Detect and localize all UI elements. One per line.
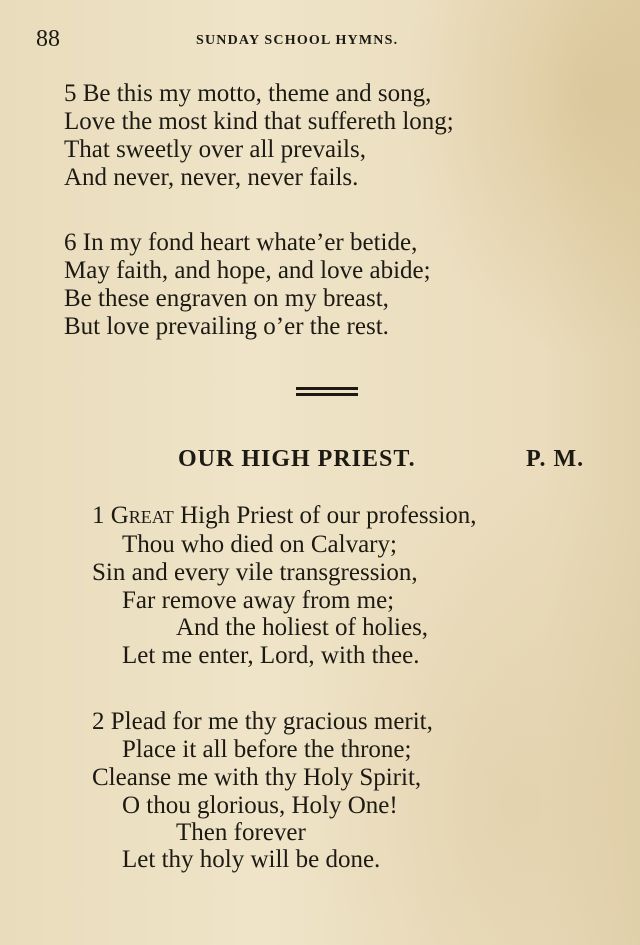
verse-line: But love prevailing o’er the rest. (64, 313, 389, 340)
verse-line: Thou who died on Calvary; (122, 531, 397, 558)
hymn-meter: P. M. (526, 446, 585, 472)
first-word: Great (110, 502, 174, 529)
verse-line (64, 80, 431, 108)
verse-text: High Priest of our profession, (180, 502, 477, 529)
verse-text: In my fond heart whate’er betide, (82, 229, 418, 256)
hymn-divider (296, 387, 358, 399)
verse-line: Let thy holy will be done. (122, 846, 381, 873)
verse-line (64, 229, 417, 257)
verse-line: May faith, and hope, and love abide; (64, 257, 431, 284)
stanza-number: 2 (92, 708, 105, 735)
verse-line: And never, never, never fails. (64, 164, 359, 191)
verse-line: Love the most kind that suffereth long; (64, 108, 454, 135)
verse-line: Sin and every vile transgression, (92, 559, 418, 586)
verse-line: Far remove away from me; (122, 587, 395, 614)
verse-line: That sweetly over all prevails, (64, 136, 366, 163)
verse-line: Let me enter, Lord, with thee. (122, 642, 420, 669)
running-head: SUNDAY SCHOOL HYMNS. (196, 33, 399, 48)
verse-line: Place it all before the throne; (122, 736, 412, 763)
verse-line: Be these engraven on my breast, (64, 285, 389, 312)
stanza-number: 1 (92, 502, 105, 529)
verse-line: O thou glorious, Holy One! (122, 792, 398, 819)
verse-line (92, 502, 477, 530)
stanza-number: 6 (64, 229, 77, 256)
verse-line: Cleanse me with thy Holy Spirit, (92, 764, 422, 791)
verse-line (92, 708, 433, 736)
hymn-title: OUR HIGH PRIEST. (178, 446, 416, 472)
verse-text: Be this my motto, theme and song, (82, 80, 432, 107)
page-number: 88 (36, 26, 60, 52)
verse-line: Then forever (176, 819, 306, 846)
stanza-number: 5 (64, 80, 77, 107)
verse-text: Plead for me thy gracious merit, (110, 708, 433, 735)
verse-line: And the holiest of holies, (176, 614, 429, 641)
